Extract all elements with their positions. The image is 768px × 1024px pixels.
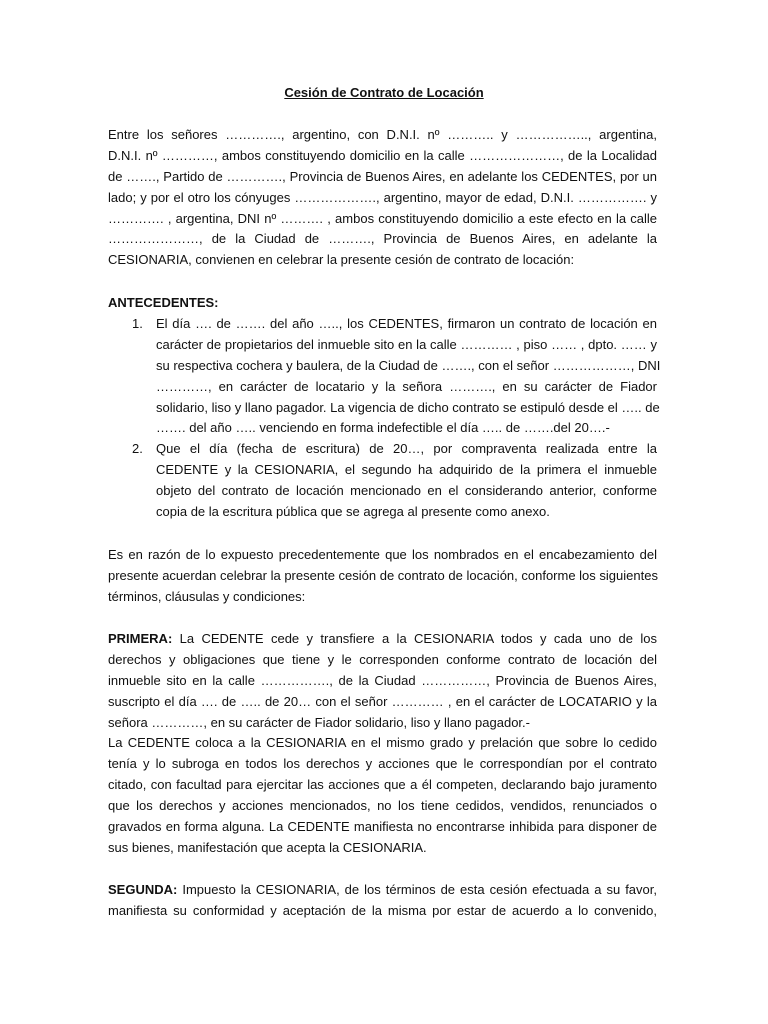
- text-line: copia de la escritura pública que se agrega al presente como anexo.: [156, 504, 550, 520]
- text-line: gravados en forma alguna. La CEDENTE manifiesta no encontrarse inhibida para disponer de: [108, 819, 657, 835]
- text-line: CESIONARIA, convienen en celebrar la presente cesión de contrato de locación:: [108, 252, 575, 268]
- list-item-number: 2.: [132, 441, 143, 457]
- text-line: señora …………, en su carácter de Fiador solidario, liso y llano pagador.-: [108, 714, 530, 730]
- antecedentes-heading: ANTECEDENTES:: [108, 295, 219, 310]
- razon-paragraph: [108, 545, 657, 608]
- document-title: Cesión de Contrato de Locación: [284, 85, 484, 100]
- text-line: citado, con facultad para ejercitar las acciones que a él competen, declarando bajo juramento: [108, 777, 657, 793]
- text-line: [108, 880, 657, 901]
- list-item: [108, 439, 657, 523]
- text-line: CEDENTE y la CESIONARIA, el segundo ha adquirido de la primera el inmueble: [156, 462, 657, 478]
- list-item-number: 1.: [132, 316, 143, 331]
- text-line: Que el día (fecha de escritura) de 20…, por compraventa realizada entre la: [156, 441, 657, 457]
- text-line: La CEDENTE coloca a la CESIONARIA en el mismo grado y prelación que sobre lo cedido: [108, 735, 657, 751]
- clause-text: Impuesto la CESIONARIA, de los términos de esta cesión efectuada a su favor,: [177, 882, 657, 897]
- text-line: Es en razón de lo expuesto precedentemente que los nombrados en el encabezamiento del: [108, 547, 657, 562]
- text-line: de ……., Partido de …………., Provincia de Buenos Aires, en adelante los CEDENTES, por un: [108, 168, 657, 184]
- clause-text: La CEDENTE cede y transfiere a la CESIONARIA todos y cada uno de los: [172, 631, 657, 646]
- text-line: ……. del año ….. venciendo en forma indefectible el día ….. de …….del 20….-: [156, 420, 610, 436]
- text-line: manifiesta su conformidad y aceptación de la misma por estar de acuerdo a lo convenido,: [108, 902, 657, 918]
- text-line: [108, 629, 657, 650]
- text-line: derechos y obligaciones que tiene y le corresponden conforme contrato de locación del: [108, 651, 657, 667]
- text-line: objeto del contrato de locación mencionado en el considerando anterior, conforme: [156, 483, 657, 499]
- antecedentes-list: [108, 314, 661, 523]
- text-line: que los derechos y acciones mencionados, no los tiene cedidos, vendidos, renunciados o: [108, 798, 657, 814]
- primera-clause: [108, 629, 657, 859]
- text-line: carácter de propietarios del inmueble sito en la calle ………… , piso …… , dpto. …… y: [156, 336, 657, 352]
- text-line: lado; y por el otro los cónyuges ………………., argentino, mayor de edad, D.N.I. ……………. y: [108, 189, 657, 205]
- segunda-clause: [108, 880, 657, 922]
- text-line: presente acuerdan celebrar la presente cesión de contrato de locación, conforme los siguientes: [108, 567, 658, 583]
- text-line: sus bienes, manifestación que acepta la CESIONARIA.: [108, 839, 427, 855]
- text-line: Entre los señores …………., argentino, con D.N.I. nº ……….. y …………….., argentina,: [108, 127, 657, 142]
- text-line: tenía y lo subroga en todos los derechos y acciones que le correspondían por el contrato: [108, 756, 657, 772]
- text-line: suscripto el día …. de ….. de 20… con el señor ………… , en el carácter de LOCATARIO y la: [108, 693, 657, 709]
- text-line: términos, cláusulas y condiciones:: [108, 588, 306, 604]
- clause-label: SEGUNDA:: [108, 882, 178, 897]
- text-line: D.N.I. nº …………, ambos constituyendo domicilio en la calle …………………, de la Localidad: [108, 147, 657, 163]
- text-line: …………………, de la Ciudad de ………., Provincia de Buenos Aires, en adelante la: [108, 231, 657, 247]
- text-line: solidario, liso y llano pagador. La vigencia de dicho contrato se estipuló desde el ….. de: [156, 399, 660, 415]
- text-line: su respectiva cochera y baulera, de la Ciudad de ……., con el señor ………………, DNI: [156, 357, 661, 373]
- text-line: inmueble sito en la calle ……………., de la Ciudad ……………, Provincia de Buenos Aires,: [108, 672, 657, 688]
- list-item: [108, 314, 661, 439]
- clause-label: PRIMERA:: [108, 631, 173, 646]
- text-line: …………. , argentina, DNI nº ………. , ambos constituyendo domicilio a este efecto en la calle: [108, 210, 657, 226]
- text-line: …………, en carácter de locatario y la señora ………., en su carácter de Fiador: [156, 378, 657, 394]
- intro-paragraph: [108, 125, 657, 271]
- text-line: El día …. de ……. del año ….., los CEDENTES, firmaron un contrato de locación en: [156, 316, 657, 331]
